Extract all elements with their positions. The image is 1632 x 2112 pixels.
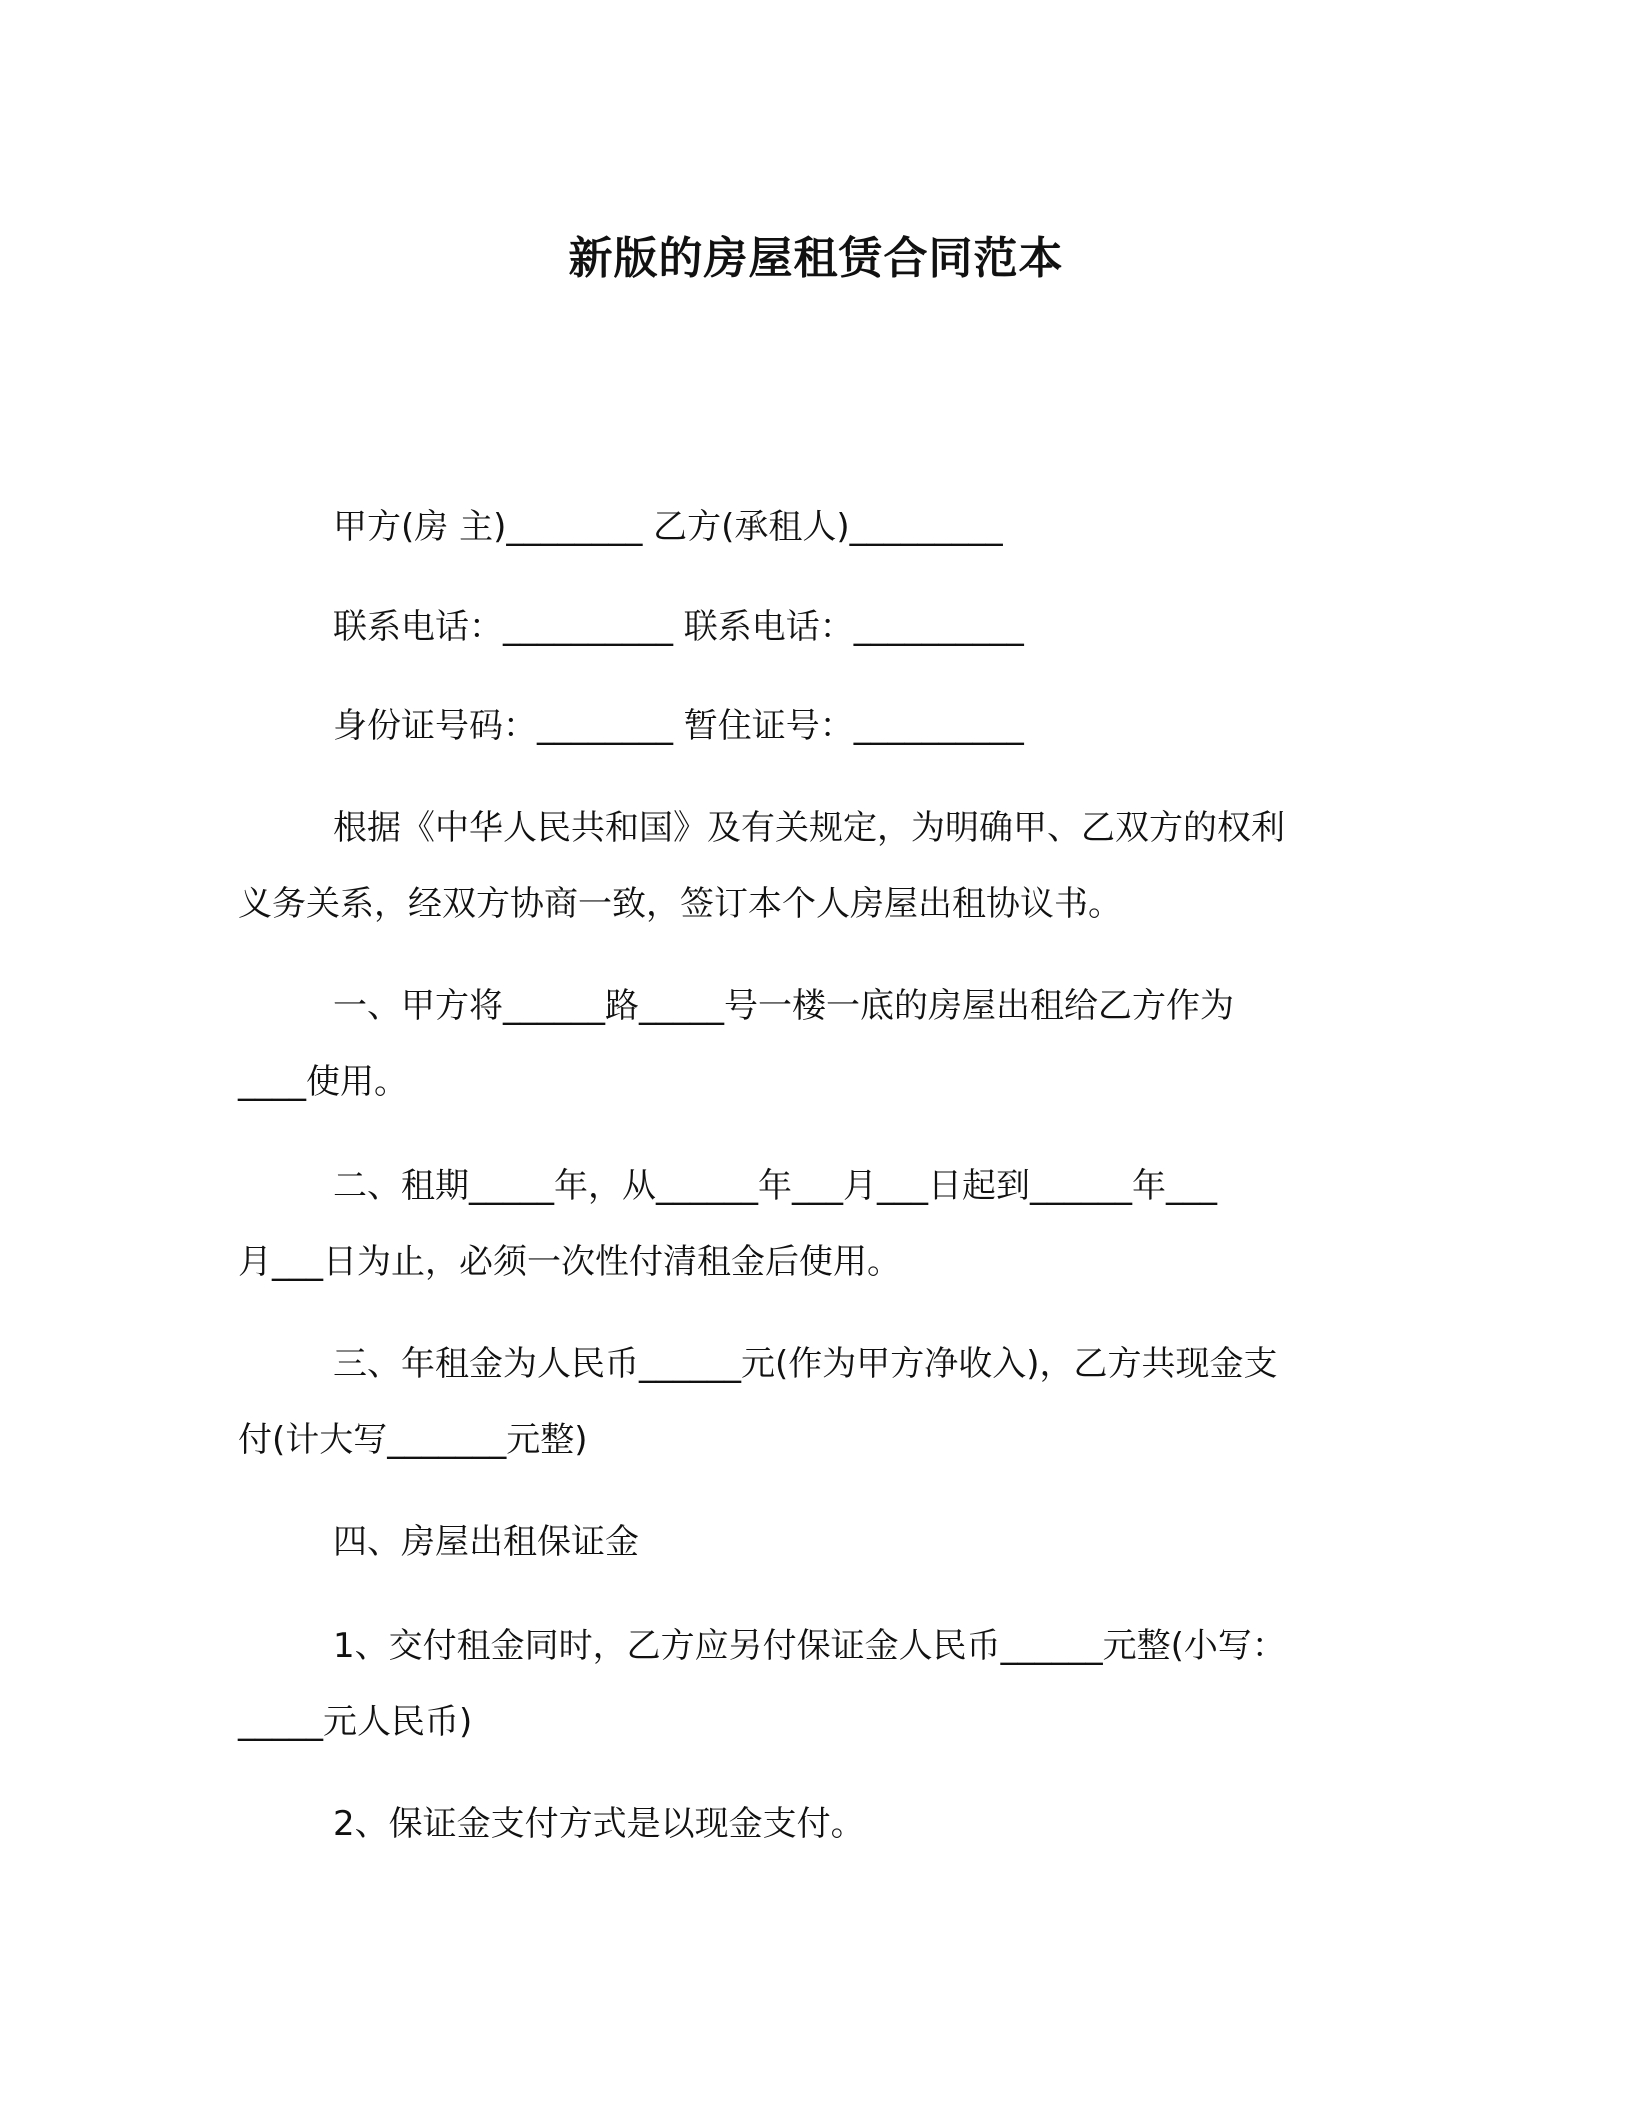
party-names-line: 甲方(房 主)________ 乙方(承租人)_________ bbox=[333, 507, 1003, 547]
clause-2-line-1: 二、租期_____年，从______年___月___日起到______年___ bbox=[333, 1166, 1217, 1206]
clause-1-line-2: ____使用。 bbox=[238, 1062, 408, 1102]
preamble-line-2: 义务关系，经双方协商一致，签订本个人房屋出租协议书。 bbox=[238, 884, 1122, 924]
contact-phone-line: 联系电话：__________ 联系电话：__________ bbox=[333, 607, 1024, 647]
clause-3-line-1: 三、年租金为人民币______元(作为甲方净收入)，乙方共现金支 bbox=[333, 1344, 1278, 1384]
id-number-line: 身份证号码：________ 暂住证号：__________ bbox=[333, 706, 1024, 746]
clause-2-line-2: 月___日为止，必须一次性付清租金后使用。 bbox=[238, 1242, 901, 1282]
clause-3-line-2: 付(计大写_______元整) bbox=[238, 1420, 588, 1460]
preamble-line-1: 根据《中华人民共和国》及有关规定，为明确甲、乙双方的权利 bbox=[333, 808, 1285, 848]
clause-1-line-1: 一、甲方将______路_____号一楼一底的房屋出租给乙方作为 bbox=[333, 986, 1234, 1026]
clause-4-item-2: 2、保证金支付方式是以现金支付。 bbox=[333, 1804, 865, 1844]
clause-4-heading: 四、房屋出租保证金 bbox=[333, 1522, 639, 1562]
clause-4-item-1-line-1: 1、交付租金同时，乙方应另付保证金人民币______元整(小写： bbox=[333, 1626, 1286, 1666]
document-title: 新版的房屋租赁合同范本 bbox=[568, 233, 1064, 284]
clause-4-item-1-line-2: _____元人民币) bbox=[238, 1702, 473, 1742]
